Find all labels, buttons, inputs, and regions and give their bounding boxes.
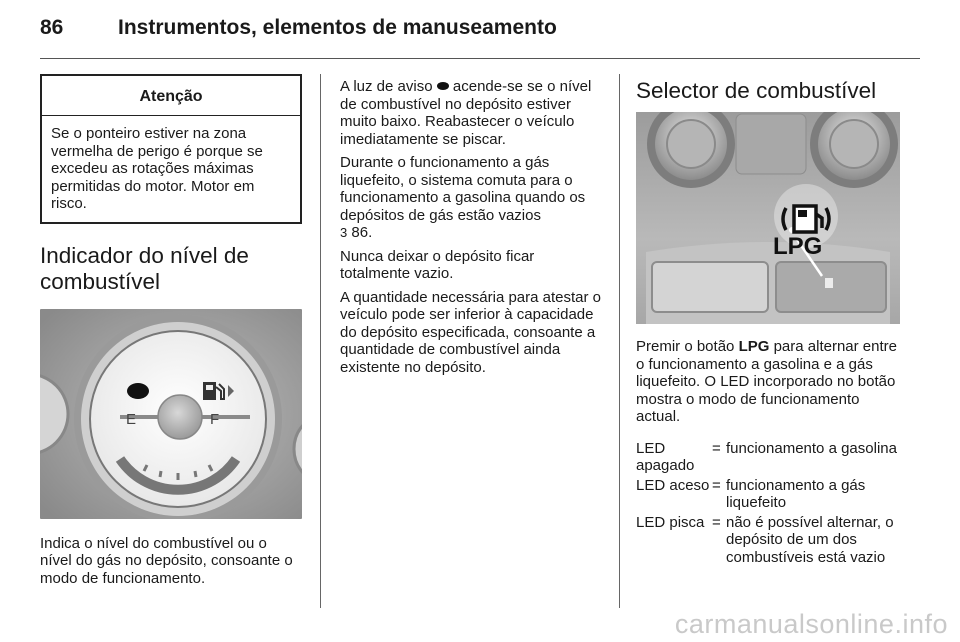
full-mark: F	[210, 410, 220, 428]
lpg-label: LPG	[773, 233, 823, 260]
lpg-button-name: LPG	[738, 338, 770, 355]
right-column	[636, 78, 902, 568]
lpg-switchover-paragraph	[340, 154, 602, 242]
fuel-gauge-illustration	[40, 309, 302, 519]
led-state-meaning: funcionamento a gás liquefeito	[726, 476, 866, 511]
page-reference-link[interactable]: 86.	[351, 224, 373, 241]
led-state-label: LED aceso	[636, 476, 710, 494]
fuel-selector-illustration	[636, 112, 900, 324]
led-equals: =	[712, 476, 721, 494]
led-state-label: LED pisca	[636, 513, 705, 531]
lpg-switchover-text: Durante o funcionamento a gás liquefeito, o sistema comuta para o funcionamento a gasolina quando os depósitos de gás estão vazios	[340, 154, 586, 224]
led-state-table	[636, 440, 902, 567]
led-state-row	[636, 514, 902, 567]
refill-quantity-paragraph: A quantidade necessária para atestar o veículo pode ser inferior à capacidade do depósito especificada, consoante a quantidade de combustível ainda existente no depósito.	[340, 288, 602, 376]
fuel-gauge-heading: Indicador do nível de combustível	[40, 242, 249, 294]
empty-mark: E	[126, 410, 137, 428]
led-state-row	[636, 477, 902, 512]
low-fuel-warning-light-icon	[437, 82, 449, 90]
page-reference-arrow: 3	[340, 225, 348, 240]
fuel-selector-heading: Selector de combustível	[636, 78, 877, 103]
led-state-label: LED apagado	[636, 439, 695, 474]
column-divider-1	[320, 74, 321, 608]
column-divider-2	[619, 74, 620, 608]
warning-light-paragraph	[340, 78, 602, 148]
warning-box	[40, 74, 302, 224]
middle-column	[340, 78, 602, 376]
warning-light-text-after: acende-se se o nível de combustível no depósito estiver muito baixo. Reabastecer o veículo imediatamente se piscar.	[340, 78, 592, 148]
selector-text-before: Premir o botão	[636, 338, 735, 355]
warning-light-text-before: A luz de aviso	[340, 78, 433, 95]
selector-text-after: para alternar entre o funcionamento a gasolina e a gás liquefeito. O LED incorporado no botão mostra o modo de funcionamento actual.	[636, 338, 897, 425]
selector-paragraph	[636, 338, 902, 426]
led-state-row	[636, 440, 902, 475]
page-title: Instrumentos, elementos de manuseamento	[118, 16, 557, 39]
page-number: 86	[40, 16, 64, 39]
warning-heading: Atenção	[42, 76, 300, 116]
led-equals: =	[712, 513, 721, 531]
warning-text: Se o ponteiro estiver na zona vermelha de perigo é porque se excedeu as rotações máximas permitidas do motor. Motor em risco.	[51, 125, 263, 212]
fuel-selector-figure	[636, 112, 900, 324]
fuel-gauge-caption: Indica o nível do combustível ou o nível do gás no depósito, consoante o modo de funcionamento.	[40, 534, 293, 587]
left-column	[40, 74, 302, 587]
led-state-meaning: funcionamento a gasolina	[726, 439, 897, 457]
header-divider	[40, 58, 920, 59]
page-header	[40, 14, 920, 54]
watermark: carmanualsonline.info	[674, 609, 948, 639]
never-empty-paragraph: Nunca deixar o depósito ficar totalmente vazio.	[340, 247, 535, 282]
led-equals: =	[712, 439, 721, 457]
led-state-meaning: não é possível alternar, o depósito de um dos combustíveis está vazio	[726, 513, 894, 566]
fuel-gauge-figure	[40, 309, 302, 519]
